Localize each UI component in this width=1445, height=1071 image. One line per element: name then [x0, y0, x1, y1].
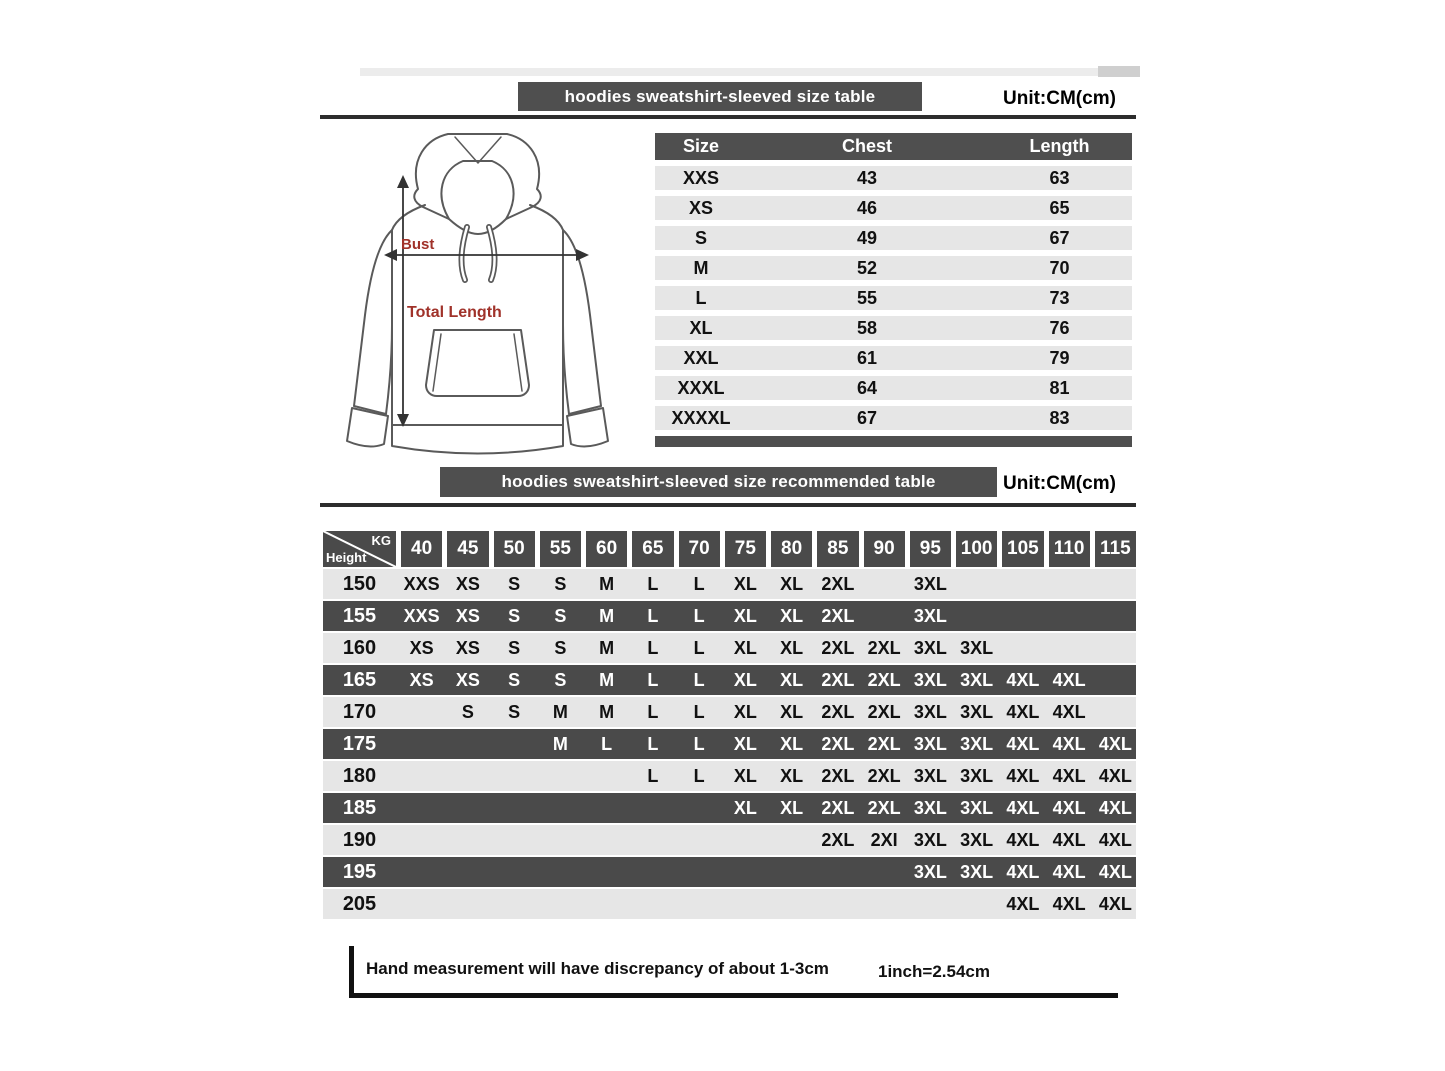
recommended-size-cell: 4XL: [1006, 765, 1040, 786]
height-label-cell: 190: [342, 828, 377, 851]
recommended-size-cell: 4XL: [1098, 765, 1132, 786]
recommended-size-cell: 4XL: [1006, 701, 1040, 722]
recommended-size-cell: L: [647, 573, 659, 594]
size-table-row: [655, 346, 1132, 370]
recommended-size-cell: [817, 857, 858, 887]
recommended-size-cell: [679, 889, 720, 919]
recommended-size-cell: [864, 569, 905, 599]
recommended-size-cell: 2XL: [867, 733, 901, 754]
recommended-size-cell: [1049, 633, 1090, 663]
height-label-cell: 185: [342, 796, 377, 819]
weight-header-cell: 115: [1095, 531, 1136, 567]
recommended-size-cell: S: [508, 669, 521, 690]
recommended-size-cell: 4XL: [1098, 733, 1132, 754]
recommended-size-cell: XL: [780, 733, 804, 754]
size-table-footer-bar: [655, 436, 1132, 447]
size-table-header: [655, 133, 1132, 160]
recommended-size-cell: M: [599, 573, 615, 594]
footer-vertical-bar: [349, 946, 354, 998]
chest-cell: 43: [856, 167, 878, 188]
height-label-cell: 150: [342, 572, 377, 595]
recommended-size-cell: [586, 761, 627, 791]
recommended-size-cell: S: [461, 701, 474, 722]
recommended-size-cell: XL: [733, 797, 757, 818]
recommended-size-cell: S: [554, 605, 567, 626]
recommended-size-cell: XS: [409, 669, 434, 690]
recommended-size-cell: 3XL: [913, 701, 947, 722]
recommended-size-cell: [1095, 601, 1136, 631]
recommended-size-cell: M: [552, 701, 568, 722]
recommended-size-cell: 2XL: [867, 701, 901, 722]
recommended-size-cell: [494, 825, 535, 855]
recommended-size-cell: 2XL: [867, 669, 901, 690]
recommended-size-cell: XL: [780, 701, 804, 722]
recommended-size-cell: [540, 889, 581, 919]
recommended-size-matrix: [323, 531, 1136, 919]
bust-label: Bust: [401, 236, 435, 253]
recommended-size-cell: XXS: [403, 605, 440, 626]
hoodie-collar: [449, 219, 506, 234]
recommended-size-cell: L: [647, 701, 659, 722]
recommended-size-cell: XL: [780, 573, 804, 594]
matrix-row: [323, 633, 1136, 663]
recommended-size-cell: L: [647, 637, 659, 658]
recommended-size-cell: [494, 857, 535, 887]
recommended-size-cell: [1002, 601, 1043, 631]
recommended-size-cell: 2XL: [821, 765, 855, 786]
weight-header-cell: 50: [494, 531, 535, 567]
recommended-size-cell: L: [601, 733, 613, 754]
recommended-size-cell: [401, 793, 442, 823]
recommended-size-cell: 3XL: [913, 669, 947, 690]
recommended-size-cell: XL: [733, 573, 757, 594]
recommended-size-cell: 4XL: [1006, 797, 1040, 818]
weight-header-cell: 105: [1002, 531, 1043, 567]
size-table-title: hoodies sweatshirt-sleeved size table: [564, 86, 876, 106]
matrix-row: [323, 665, 1136, 695]
recommended-size-cell: L: [647, 733, 659, 754]
recommended-size-cell: [1049, 601, 1090, 631]
recommended-size-cell: L: [693, 701, 705, 722]
recommended-size-cell: 2XL: [821, 573, 855, 594]
recommended-size-cell: 3XL: [913, 637, 947, 658]
recommended-size-cell: [540, 857, 581, 887]
matrix-body: [323, 569, 1136, 919]
col-header-length: Length: [1029, 136, 1090, 156]
recommended-size-cell: [771, 889, 812, 919]
size-cell: M: [693, 257, 709, 278]
recommended-size-cell: L: [647, 669, 659, 690]
size-table: [655, 133, 1132, 447]
recommended-size-cell: [586, 857, 627, 887]
recommended-size-cell: 3XL: [960, 829, 994, 850]
chest-cell: 58: [856, 317, 878, 338]
length-cell: 81: [1049, 377, 1070, 398]
hoodie-hood: [414, 134, 540, 219]
recommended-size-cell: [401, 729, 442, 759]
size-table-title-bar: [518, 82, 922, 111]
corner-kg-label: KG: [371, 533, 391, 548]
recommended-size-cell: [1095, 665, 1136, 695]
recommended-size-cell: [494, 729, 535, 759]
weight-header-cell: 70: [679, 531, 720, 567]
length-cell: 70: [1049, 257, 1070, 278]
recommended-size-cell: [864, 857, 905, 887]
size-cell: XS: [688, 197, 713, 218]
recommended-size-cell: [1095, 697, 1136, 727]
col-header-chest: Chest: [841, 136, 892, 156]
recommended-size-cell: 4XL: [1006, 893, 1040, 914]
recommended-size-cell: [864, 601, 905, 631]
recommended-size-cell: [1095, 633, 1136, 663]
recommended-size-cell: [679, 857, 720, 887]
recommended-size-cell: [632, 825, 673, 855]
recommended-size-cell: 2XL: [821, 829, 855, 850]
recommended-size-cell: L: [693, 637, 705, 658]
length-cell: 76: [1049, 317, 1070, 338]
height-label-cell: 195: [342, 860, 377, 883]
scan-artifact-mark: [1098, 66, 1140, 77]
recommended-size-cell: [447, 857, 488, 887]
recommended-size-cell: [725, 857, 766, 887]
recommended-size-cell: [632, 889, 673, 919]
hoodie-left-sleeve: [354, 230, 392, 414]
recommended-size-cell: 2XL: [821, 669, 855, 690]
recommended-size-cell: 4XL: [1052, 861, 1086, 882]
recommended-size-cell: [401, 697, 442, 727]
size-table-row: [655, 286, 1132, 310]
weight-header-cell: 80: [771, 531, 812, 567]
matrix-row: [323, 569, 1136, 599]
recommended-size-cell: 4XL: [1006, 733, 1040, 754]
recommended-size-cell: M: [599, 637, 615, 658]
recommended-size-cell: [540, 761, 581, 791]
recommended-size-cell: M: [599, 669, 615, 690]
height-label-cell: 205: [342, 892, 377, 915]
inch-conversion-note: 1inch=2.54cm: [878, 962, 990, 981]
recommended-size-cell: 3XL: [913, 765, 947, 786]
recommended-size-cell: 3XL: [913, 861, 947, 882]
recommended-size-cell: [725, 825, 766, 855]
recommended-size-cell: 4XL: [1052, 765, 1086, 786]
recommended-size-cell: [494, 793, 535, 823]
size-table-row: [655, 226, 1132, 250]
height-label-cell: 170: [342, 700, 377, 723]
recommended-size-cell: S: [508, 573, 521, 594]
recommended-size-cell: S: [508, 637, 521, 658]
recommended-table-title: hoodies sweatshirt-sleeved size recommended table: [501, 472, 936, 491]
recommended-size-cell: 3XL: [960, 797, 994, 818]
recommended-size-cell: XL: [780, 765, 804, 786]
recommended-size-cell: XL: [780, 637, 804, 658]
height-label-cell: 175: [342, 732, 377, 755]
chest-cell: 64: [856, 377, 878, 398]
length-cell: 65: [1049, 197, 1070, 218]
matrix-row: [323, 729, 1136, 759]
recommended-size-cell: [956, 601, 997, 631]
length-cell: 63: [1049, 167, 1070, 188]
recommended-size-cell: XL: [733, 701, 757, 722]
size-cell: XXXXL: [671, 407, 731, 428]
recommended-size-cell: L: [647, 765, 659, 786]
recommended-table-unit-label: Unit:CM(cm): [1003, 473, 1116, 494]
recommended-size-cell: 4XL: [1052, 733, 1086, 754]
recommended-size-cell: 2XL: [821, 797, 855, 818]
recommended-size-cell: S: [554, 573, 567, 594]
recommended-size-cell: XS: [409, 637, 434, 658]
recommended-size-cell: XL: [733, 669, 757, 690]
recommended-size-cell: 2XL: [867, 637, 901, 658]
recommended-size-cell: XL: [780, 669, 804, 690]
recommended-size-cell: 2XL: [821, 733, 855, 754]
size-table-unit-label: Unit:CM(cm): [1003, 88, 1116, 109]
hoodie-pocket: [426, 330, 529, 396]
recommended-size-cell: 3XL: [960, 669, 994, 690]
hoodie-hood-folds: [455, 137, 501, 163]
recommended-size-cell: 3XL: [960, 765, 994, 786]
length-cell: 73: [1049, 287, 1070, 308]
recommended-size-cell: L: [693, 733, 705, 754]
recommended-size-cell: [864, 889, 905, 919]
arrowhead-up: [397, 175, 409, 188]
recommended-size-cell: [679, 825, 720, 855]
recommended-size-cell: 4XL: [1006, 829, 1040, 850]
hoodie-hem: [392, 425, 563, 454]
recommended-size-cell: L: [693, 765, 705, 786]
recommended-size-cell: [401, 825, 442, 855]
recommended-size-cell: S: [554, 637, 567, 658]
recommended-size-cell: 2XI: [870, 829, 898, 850]
recommended-size-cell: XL: [733, 765, 757, 786]
measurement-arrows: [393, 185, 580, 417]
size-table-body: [655, 166, 1132, 430]
size-table-row: [655, 316, 1132, 340]
size-cell: XL: [689, 317, 713, 338]
matrix-row: [323, 601, 1136, 631]
recommended-size-cell: 4XL: [1098, 829, 1132, 850]
recommended-size-cell: L: [647, 605, 659, 626]
recommended-size-cell: [1002, 569, 1043, 599]
recommended-size-cell: 2XL: [821, 637, 855, 658]
recommended-size-cell: [447, 761, 488, 791]
arrowhead-left: [384, 249, 397, 261]
matrix-row: [323, 857, 1136, 887]
recommended-size-cell: [956, 569, 997, 599]
chest-cell: 55: [856, 287, 878, 308]
recommended-size-cell: 3XL: [960, 861, 994, 882]
size-cell: S: [694, 227, 707, 248]
chest-cell: 49: [856, 227, 878, 248]
size-table-row: [655, 376, 1132, 400]
recommended-size-cell: 4XL: [1052, 701, 1086, 722]
recommended-size-cell: [540, 825, 581, 855]
weight-header-cell: 45: [447, 531, 488, 567]
recommended-size-cell: [632, 857, 673, 887]
recommended-size-cell: 4XL: [1052, 829, 1086, 850]
recommended-size-cell: [771, 857, 812, 887]
matrix-corner-cell: [323, 531, 396, 567]
hoodie-diagram: [330, 125, 625, 455]
recommended-size-cell: [632, 793, 673, 823]
recommended-size-cell: [401, 761, 442, 791]
recommended-size-cell: S: [508, 701, 521, 722]
recommended-size-cell: [910, 889, 951, 919]
matrix-row: [323, 793, 1136, 823]
recommended-size-cell: XS: [455, 573, 480, 594]
recommended-size-cell: [540, 793, 581, 823]
recommended-size-cell: M: [599, 605, 615, 626]
divider-line-top: [320, 115, 1136, 119]
recommended-size-cell: 4XL: [1052, 669, 1086, 690]
recommended-size-cell: XXS: [403, 573, 440, 594]
recommended-size-cell: [401, 889, 442, 919]
hoodie-pocket-openings: [433, 334, 522, 391]
height-label-cell: 180: [342, 764, 377, 787]
matrix-row: [323, 889, 1136, 919]
weight-header-cell: 100: [956, 531, 997, 567]
recommended-size-cell: 3XL: [913, 733, 947, 754]
recommended-size-cell: L: [693, 573, 705, 594]
recommended-size-cell: [586, 825, 627, 855]
length-cell: 67: [1049, 227, 1070, 248]
recommended-size-cell: 2XL: [821, 701, 855, 722]
size-table-row: [655, 196, 1132, 220]
weight-header-cell: 110: [1049, 531, 1090, 567]
recommended-size-cell: M: [599, 701, 615, 722]
recommended-size-cell: [817, 889, 858, 919]
recommended-size-cell: 3XL: [913, 605, 947, 626]
recommended-size-cell: [447, 793, 488, 823]
recommended-size-cell: [1095, 569, 1136, 599]
recommended-size-cell: 3XL: [960, 637, 994, 658]
recommended-size-cell: S: [508, 605, 521, 626]
weight-header-cell: 65: [632, 531, 673, 567]
scan-artifact-strip: [360, 68, 1098, 76]
chest-cell: 61: [856, 347, 878, 368]
recommended-size-cell: 3XL: [960, 733, 994, 754]
weight-header-cell: 75: [725, 531, 766, 567]
col-header-size: Size: [682, 136, 720, 156]
footer-horizontal-bar: [349, 993, 1118, 998]
height-label-cell: 155: [342, 604, 377, 627]
recommended-size-cell: [725, 889, 766, 919]
recommended-size-cell: [771, 825, 812, 855]
hoodie-right-cuff: [567, 408, 608, 447]
recommended-size-cell: 4XL: [1098, 893, 1132, 914]
recommended-size-cell: 4XL: [1052, 893, 1086, 914]
matrix-row: [323, 761, 1136, 791]
chest-cell: 46: [856, 197, 878, 218]
size-table-row: [655, 166, 1132, 190]
recommended-size-cell: [956, 889, 997, 919]
recommended-size-cell: [447, 729, 488, 759]
recommended-size-cell: 3XL: [913, 573, 947, 594]
matrix-row: [323, 825, 1136, 855]
recommended-size-cell: [447, 889, 488, 919]
hoodie-left-cuff: [347, 408, 388, 447]
recommended-size-cell: 2XL: [821, 605, 855, 626]
size-cell: XXS: [682, 167, 720, 188]
recommended-size-cell: 4XL: [1006, 861, 1040, 882]
recommended-size-cell: [1002, 633, 1043, 663]
recommended-size-cell: 3XL: [960, 701, 994, 722]
recommended-size-cell: XL: [733, 605, 757, 626]
recommended-size-cell: [447, 825, 488, 855]
size-table-row: [655, 256, 1132, 280]
matrix-header-row: [323, 531, 1136, 567]
recommended-size-cell: S: [554, 669, 567, 690]
size-cell: XXL: [683, 347, 719, 368]
recommended-size-cell: 4XL: [1052, 797, 1086, 818]
recommended-size-cell: XS: [455, 637, 480, 658]
size-cell: L: [695, 287, 707, 308]
arrowhead-right: [576, 249, 589, 261]
recommended-size-cell: M: [552, 733, 568, 754]
height-label-cell: 160: [342, 636, 377, 659]
recommended-size-cell: XS: [455, 669, 480, 690]
weight-header-cell: 55: [540, 531, 581, 567]
measurement-note: Hand measurement will have discrepancy of about 1-3cm: [366, 959, 829, 978]
recommended-size-cell: 2XL: [867, 765, 901, 786]
recommended-size-cell: [1049, 569, 1090, 599]
recommended-size-cell: XS: [455, 605, 480, 626]
recommended-size-cell: 2XL: [867, 797, 901, 818]
length-cell: 79: [1049, 347, 1070, 368]
chest-cell: 67: [856, 407, 878, 428]
recommended-size-cell: 3XL: [913, 829, 947, 850]
corner-height-label: Height: [326, 550, 367, 565]
divider-line-middle: [320, 503, 1136, 507]
height-label-cell: 165: [342, 668, 377, 691]
matrix-row: [323, 697, 1136, 727]
recommended-size-cell: [494, 889, 535, 919]
weight-header-cell: 85: [817, 531, 858, 567]
recommended-size-cell: [586, 889, 627, 919]
recommended-size-cell: L: [693, 669, 705, 690]
recommended-size-cell: 4XL: [1098, 861, 1132, 882]
recommended-size-cell: 4XL: [1006, 669, 1040, 690]
size-table-row: [655, 406, 1132, 430]
weight-header-cell: 60: [586, 531, 627, 567]
recommended-size-cell: [679, 793, 720, 823]
recommended-size-cell: 3XL: [913, 797, 947, 818]
total-length-label: Total Length: [407, 304, 502, 321]
recommended-size-cell: [494, 761, 535, 791]
weight-header-cell: 90: [864, 531, 905, 567]
recommended-size-cell: XL: [733, 637, 757, 658]
weight-header-cell: 40: [401, 531, 442, 567]
recommended-size-cell: XL: [780, 797, 804, 818]
recommended-size-cell: XL: [733, 733, 757, 754]
recommended-size-cell: [401, 857, 442, 887]
recommended-size-cell: XL: [780, 605, 804, 626]
length-cell: 83: [1049, 407, 1070, 428]
recommended-size-cell: 4XL: [1098, 797, 1132, 818]
weight-header-cell: 95: [910, 531, 951, 567]
recommended-size-cell: L: [693, 605, 705, 626]
chest-cell: 52: [856, 257, 878, 278]
size-cell: XXXL: [677, 377, 725, 398]
recommended-table-title-bar: [440, 467, 997, 497]
recommended-size-cell: [586, 793, 627, 823]
